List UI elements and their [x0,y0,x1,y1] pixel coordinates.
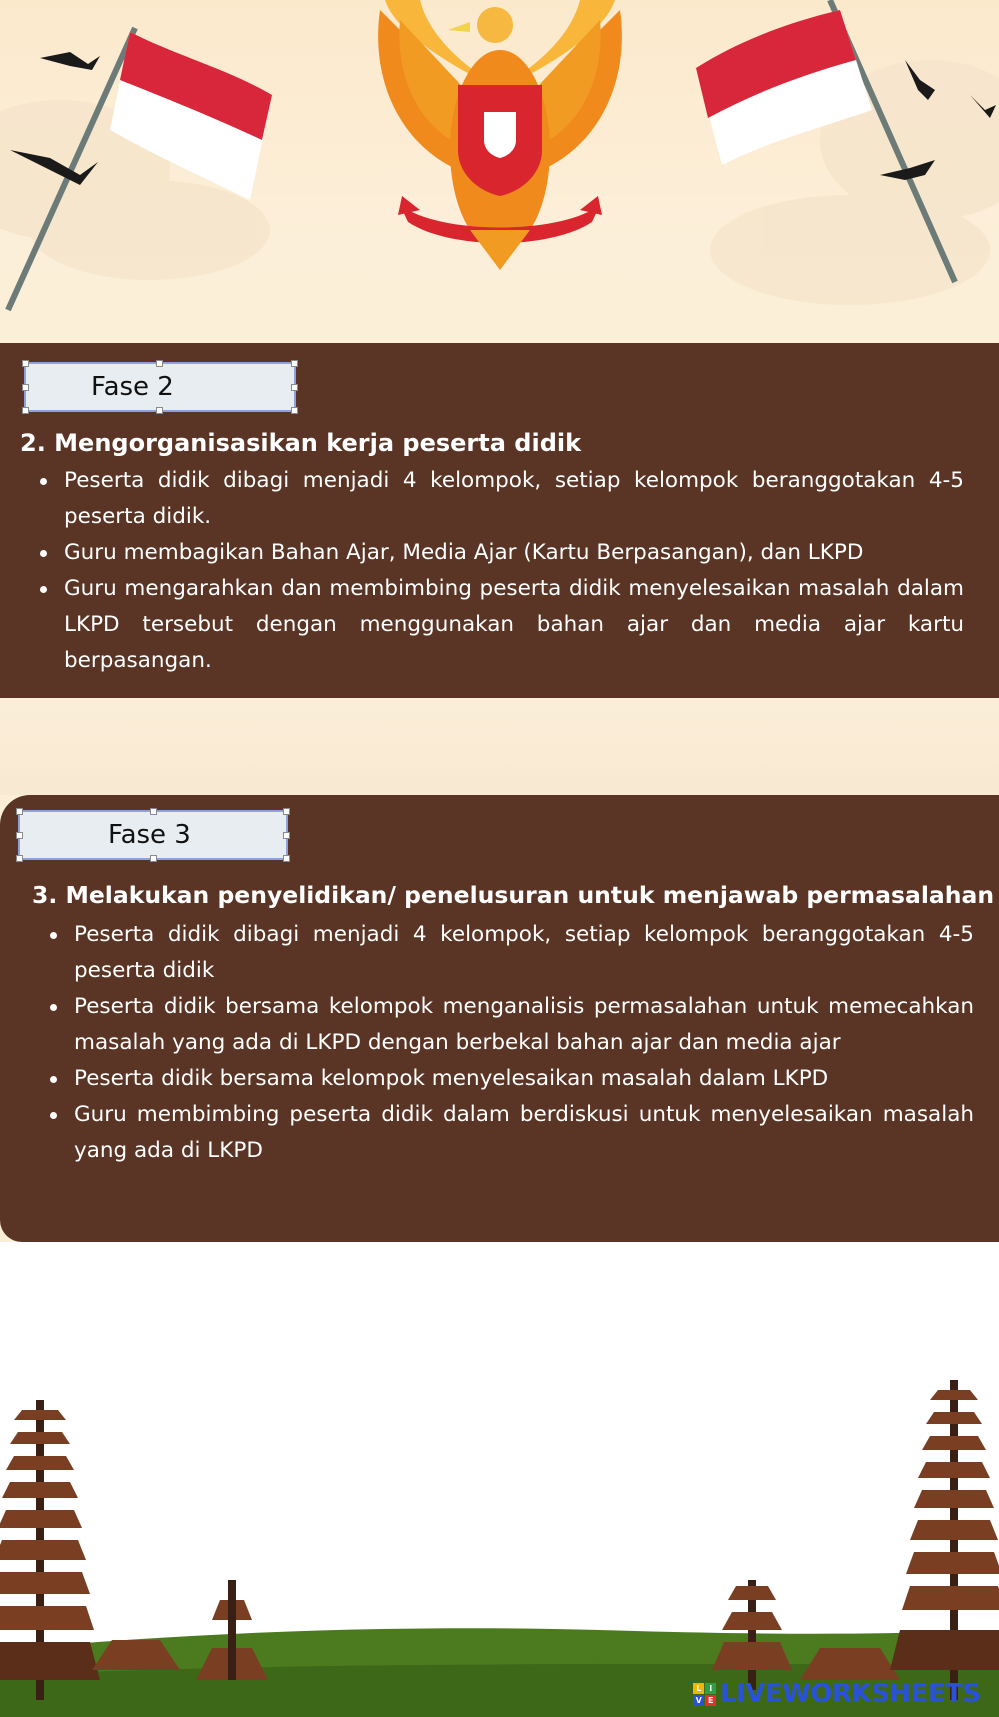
resize-handle[interactable] [283,832,290,839]
liveworksheets-logo-icon [693,1683,716,1706]
resize-handle[interactable] [150,808,157,815]
list-item: Guru membagikan Bahan Ajar, Media Ajar (Kartu Berpasangan), dan LKPD [34,535,964,571]
list-item: Guru membimbing peserta didik dalam berdiskusi untuk menyelesaikan masalah yang ada di LKPD [44,1097,974,1169]
phase-2-badge[interactable] [24,362,296,412]
resize-handle[interactable] [291,360,298,367]
phase-2-title: 2. Mengorganisasikan kerja peserta didik [20,429,582,457]
resize-handle[interactable] [22,407,29,414]
logo-letter: E [705,1695,716,1706]
list-item: Guru mengarahkan dan membimbing peserta didik menyelesaikan masalah dalam LKPD tersebut dengan menggunakan bahan ajar dan media ajar kartu berpasangan. [34,571,964,679]
pagoda-left [0,1400,100,1700]
logo-letter: V [693,1695,704,1706]
list-item: Peserta didik bersama kelompok menganalisis permasalahan untuk memecahkan masalah yang ada di LKPD dengan berbekal bahan ajar dan media ajar [44,989,974,1061]
resize-handle[interactable] [156,407,163,414]
resize-handle[interactable] [291,384,298,391]
phase-3-list [44,917,974,1169]
phase-2-list [34,463,964,679]
liveworksheets-wordmark: LIVEWORKSHEETS [720,1679,981,1709]
phase-2-panel [0,343,999,698]
hero-illustration [0,0,999,340]
resize-handle[interactable] [22,384,29,391]
list-item: Peserta didik bersama kelompok menyelesaikan masalah dalam LKPD [44,1061,974,1097]
liveworksheets-logo [693,1677,981,1711]
resize-handle[interactable] [22,360,29,367]
garuda-emblem [378,0,622,270]
resize-handle[interactable] [16,808,23,815]
list-item: Peserta didik dibagi menjadi 4 kelompok, setiap kelompok beranggotakan 4-5 peserta didik. [34,463,964,535]
resize-handle[interactable] [16,832,23,839]
resize-handle[interactable] [291,407,298,414]
phase-2-badge-label: Fase 2 [91,372,174,402]
phase-3-badge-label: Fase 3 [108,820,191,850]
list-item: Peserta didik dibagi menjadi 4 kelompok, setiap kelompok beranggotakan 4-5 peserta didik [44,917,974,989]
logo-letter: L [693,1683,704,1694]
phase-3-title: 3. Melakukan penyelidikan/ penelusuran untuk menjawab permasalahan [32,881,995,909]
phase-3-panel [0,795,999,1242]
pagoda-right [890,1380,999,1700]
resize-handle[interactable] [150,855,157,862]
phase-3-badge[interactable] [18,810,288,860]
logo-letter: I [705,1683,716,1694]
resize-handle[interactable] [283,808,290,815]
resize-handle[interactable] [283,855,290,862]
resize-handle[interactable] [156,360,163,367]
temple-illustration [0,1380,999,1717]
divider-band [0,698,999,795]
resize-handle[interactable] [16,855,23,862]
